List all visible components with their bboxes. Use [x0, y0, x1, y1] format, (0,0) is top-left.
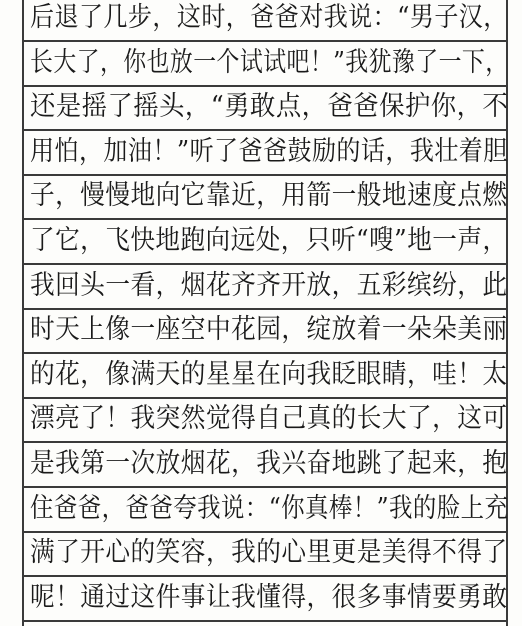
- line-text: 满了开心的笑容，我的心里更是美得不得了: [30, 537, 508, 569]
- line-text: 子，慢慢地向它靠近，用箭一般地速度点燃: [30, 180, 508, 212]
- text-line: [24, 351, 508, 399]
- text-line: [24, 306, 508, 354]
- text-line: [24, 440, 508, 488]
- line-text: 呢！通过这件事让我懂得，很多事情要勇敢: [30, 581, 508, 613]
- text-line: [24, 395, 508, 443]
- text-line: [24, 574, 508, 622]
- line-text: 长大了，你也放一个试试吧！”我犹豫了一下，: [30, 46, 509, 78]
- line-text: 了它，飞快地跑向远处，只听“嗖”地一声，: [30, 225, 508, 256]
- line-text: 是我第一次放烟花，我兴奋地跳了起来，抱: [30, 448, 508, 479]
- line-text: 我回头一看，烟花齐齐开放，五彩缤纷，此: [30, 269, 508, 301]
- text-line: [24, 39, 508, 87]
- line-text: 住爸爸，爸爸夸我说：“你真棒！”我的脸上充: [30, 492, 509, 524]
- line-text: 还是摇了摇头，“勇敢点，爸爸保护你，不: [30, 91, 509, 123]
- line-text: 后退了几步，这时，爸爸对我说：“男子汉，: [30, 2, 508, 33]
- text-line: [24, 485, 508, 533]
- text-line: [24, 217, 508, 265]
- line-text: 时天上像一座空中花园，绽放着一朵朵美丽: [30, 314, 508, 346]
- line-text: 漂亮了！我突然觉得自己真的长大了，这可: [30, 403, 508, 435]
- text-line: [24, 128, 508, 176]
- text-line: [24, 529, 508, 577]
- text-line: [24, 172, 508, 220]
- text-line: [24, 0, 508, 42]
- text-line: [24, 83, 508, 131]
- line-text: 的花，像满天的星星在向我眨眼睛，哇！太: [30, 358, 508, 390]
- text-line: [24, 262, 508, 310]
- line-text: 用怕，加油！”听了爸爸鼓励的话，我壮着胆: [30, 135, 508, 167]
